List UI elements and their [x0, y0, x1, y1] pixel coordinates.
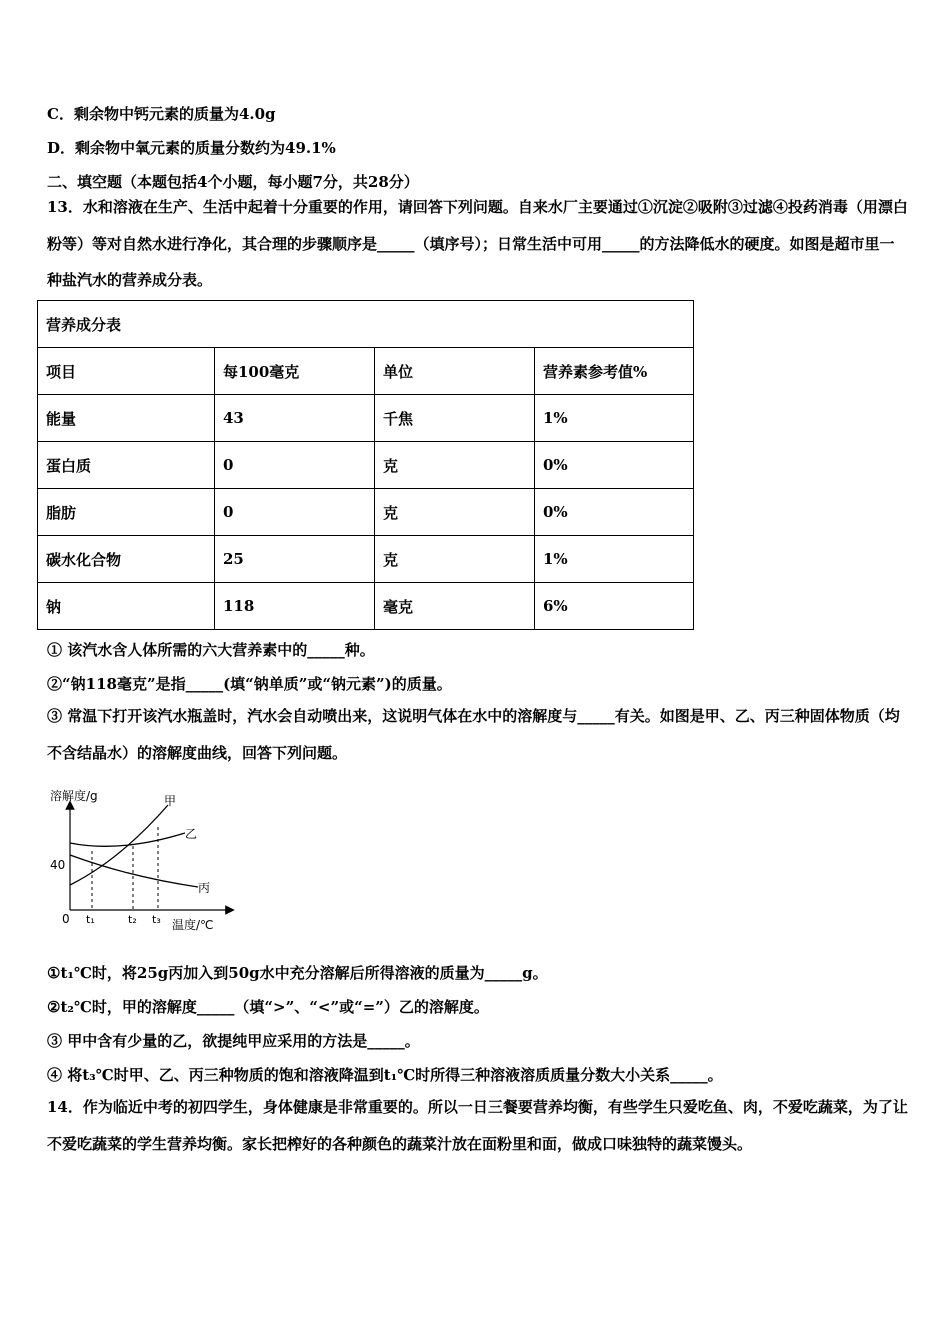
x-tick-label: t₁	[86, 913, 95, 926]
table-row	[38, 442, 694, 489]
header-cell: 营养素参考值%	[535, 348, 694, 395]
curve-bing	[70, 855, 198, 887]
table-cell: 1%	[535, 536, 694, 583]
curve-label-jia: 甲	[164, 794, 177, 808]
table-cell: 脂肪	[38, 489, 215, 536]
section-heading: 二、填空题（本题包括4个小题，每小题7分，共28分）	[47, 173, 419, 191]
table-cell: 蛋白质	[38, 442, 215, 489]
question-13: 13．水和溶液在生产、生活中起着十分重要的作用，请回答下列问题。自来水厂主要通过①沉淀②吸附③过滤④投药消毒（用漂白粉等）等对自然水进行净化，其合理的步骤顺序是_____（填序号）；日常生活中可用_____的方法降低水的硬度。如图是超市里一种盐汽水的营养成分表。	[47, 198, 908, 289]
header-cell: 项目	[38, 348, 215, 395]
table-cell: 碳水化合物	[38, 536, 215, 583]
graph-question-1: ①t₁℃时，将25g丙加入到50g水中充分溶解后所得溶液的质量为_____g。	[47, 964, 548, 982]
curve-yi	[70, 833, 185, 846]
table-cell: 0	[215, 489, 375, 536]
graph-question-3: ③ 甲中含有少量的乙，欲提纯甲应采用的方法是_____。	[47, 1032, 420, 1050]
graph-question-4: ④ 将t₃℃时甲、乙、丙三种物质的饱和溶液降温到t₁℃时所得三种溶液溶质质量分数大小关系_____。	[47, 1066, 723, 1084]
x-tick-label: t₃	[152, 913, 161, 926]
table-cell: 0%	[535, 489, 694, 536]
sub-question-1: ① 该汽水含人体所需的六大营养素中的_____种。	[47, 641, 375, 659]
table-title: 营养成分表	[38, 301, 694, 348]
sub-question-3: ③ 常温下打开该汽水瓶盖时，汽水会自动喷出来，这说明气体在水中的溶解度与_____有关。如图是甲、乙、丙三种固体物质（均不含结晶水）的溶解度曲线，回答下列问题。	[47, 707, 900, 762]
curve-label-yi: 乙	[185, 827, 198, 841]
table-cell: 毫克	[375, 583, 535, 630]
table-row	[38, 583, 694, 630]
table-cell: 1%	[535, 395, 694, 442]
nutrition-table	[37, 300, 694, 630]
table-cell: 6%	[535, 583, 694, 630]
y-axis-label: 溶解度/g	[50, 789, 98, 803]
curve-label-bing: 丙	[198, 881, 211, 895]
option-d: D．剩余物中氧元素的质量分数约为49.1%	[47, 139, 336, 157]
sub-question-2: ②“钠118毫克”是指_____(填“钠单质”或“钠元素”)的质量。	[47, 675, 452, 693]
header-cell: 每100毫克	[215, 348, 375, 395]
question-14: 14．作为临近中考的初四学生，身体健康是非常重要的。所以一日三餐要营养均衡，有些学生只爱吃鱼、肉，不爱吃蔬菜，为了让不爱吃蔬菜的学生营养均衡。家长把榨好的各种颜色的蔬菜汁放在面粉里和面，做成口味独特的蔬菜馒头。	[47, 1098, 908, 1153]
table-cell: 千焦	[375, 395, 535, 442]
table-header-row	[38, 348, 694, 395]
table-cell: 118	[215, 583, 375, 630]
solubility-graph	[40, 785, 240, 935]
table-cell: 43	[215, 395, 375, 442]
table-row	[38, 395, 694, 442]
table-cell: 0%	[535, 442, 694, 489]
y-tick-label: 40	[50, 858, 66, 872]
header-cell: 单位	[375, 348, 535, 395]
table-cell: 能量	[38, 395, 215, 442]
x-tick-label: t₂	[128, 913, 137, 926]
table-cell: 克	[375, 536, 535, 583]
origin-label: 0	[62, 912, 70, 926]
table-row	[38, 536, 694, 583]
table-row	[38, 489, 694, 536]
table-cell: 钠	[38, 583, 215, 630]
x-axis-label: 温度/℃	[172, 918, 214, 932]
option-c: C．剩余物中钙元素的质量为4.0g	[47, 105, 276, 123]
table-cell: 克	[375, 442, 535, 489]
table-cell: 克	[375, 489, 535, 536]
graph-question-2: ②t₂℃时，甲的溶解度_____（填“>”、“<”或“=”）乙的溶解度。	[47, 998, 489, 1016]
table-cell: 0	[215, 442, 375, 489]
table-cell: 25	[215, 536, 375, 583]
